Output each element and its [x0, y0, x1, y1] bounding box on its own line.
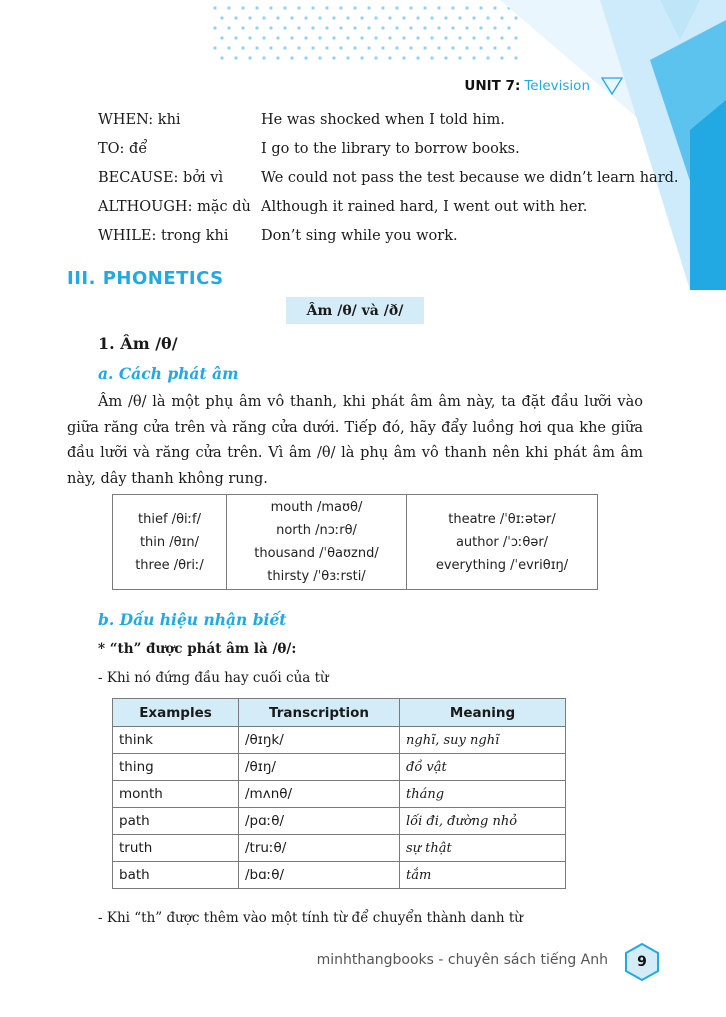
- col-header-meaning: Meaning: [400, 699, 566, 727]
- decor-dot: [381, 26, 384, 29]
- decor-dot: [297, 46, 300, 49]
- pronunciation-paragraph: Âm /θ/ là một phụ âm vô thanh, khi phát âm âm này, ta đặt đầu lưỡi vào giữa răng cửa trên và răng cửa dưới. Tiếp đó, hãy đẩy luồng hơi qua khe giữa đầu lưỡi và răng cửa trên. Vì âm /θ/ là phụ âm vô thanh nên khi phát âm âm này, dây thanh không rung.: [67, 394, 643, 487]
- decor-dot: [423, 26, 426, 29]
- example-cell: [407, 495, 598, 590]
- subheading-signs: b. Dấu hiệu nhận biết: [98, 610, 287, 629]
- col-header-examples: Examples: [113, 699, 239, 727]
- decor-dot: [255, 6, 258, 9]
- decor-dot: [500, 56, 503, 59]
- decor-dot: [234, 16, 237, 19]
- decor-dot: [220, 36, 223, 39]
- decor-dot: [339, 26, 342, 29]
- rule-line: - Khi “th” được thêm vào một tính từ để chuyển thành danh từ: [98, 910, 523, 926]
- decor-dot: [388, 36, 391, 39]
- conjunction-example: We could not pass the test because we didn’t learn hard.: [261, 170, 679, 186]
- decor-dot: [367, 6, 370, 9]
- decor-dot: [472, 56, 475, 59]
- decor-dot: [423, 6, 426, 9]
- decor-dot: [311, 6, 314, 9]
- decor-dot: [269, 46, 272, 49]
- table-row: [113, 808, 566, 835]
- conjunction-example: Although it rained hard, I went out with her.: [261, 199, 588, 215]
- decor-dot: [507, 26, 510, 29]
- decor-dot: [276, 16, 279, 19]
- decor-dot: [367, 46, 370, 49]
- decor-dot: [234, 36, 237, 39]
- cell-meaning: sự thật: [400, 835, 566, 862]
- subsection-title: 1. Âm /θ/: [98, 334, 178, 353]
- cell-word: think: [113, 727, 239, 754]
- decor-dot: [500, 16, 503, 19]
- decor-dot: [353, 26, 356, 29]
- decor-dot: [297, 6, 300, 9]
- decor-dot: [423, 46, 426, 49]
- decor-dot: [283, 6, 286, 9]
- conjunction-example: He was shocked when I told him.: [261, 112, 505, 128]
- decor-dot: [486, 16, 489, 19]
- cell-word: bath: [113, 862, 239, 889]
- decor-dot: [227, 26, 230, 29]
- decor-dot: [514, 56, 517, 59]
- conjunction-example: I go to the library to borrow books.: [261, 141, 520, 157]
- decor-dot: [402, 36, 405, 39]
- decor-dot: [241, 6, 244, 9]
- table-row: [113, 754, 566, 781]
- page-number: 9: [637, 954, 647, 970]
- conjunction-example: Don’t sing while you work.: [261, 228, 458, 244]
- decor-dot: [304, 16, 307, 19]
- decor-dot: [472, 16, 475, 19]
- decor-dot: [262, 36, 265, 39]
- decor-dot: [255, 26, 258, 29]
- decor-dot: [346, 16, 349, 19]
- decor-dot: [318, 56, 321, 59]
- decor-dot: [402, 56, 405, 59]
- decor-dot: [213, 6, 216, 9]
- col-header-transcription: Transcription: [239, 699, 400, 727]
- decor-dot: [290, 36, 293, 39]
- decor-dot: [416, 16, 419, 19]
- cell-meaning: tắm: [400, 862, 566, 889]
- decor-dot: [444, 36, 447, 39]
- decor-dot: [381, 6, 384, 9]
- cell-word: month: [113, 781, 239, 808]
- table-row: [113, 835, 566, 862]
- decor-dot: [304, 36, 307, 39]
- decor-dot: [325, 6, 328, 9]
- decor-dot: [374, 16, 377, 19]
- decor-dot: [409, 46, 412, 49]
- decor-dot: [493, 46, 496, 49]
- cell-ipa: /pɑːθ/: [239, 808, 400, 835]
- decor-dot: [458, 36, 461, 39]
- decor-dot: [290, 56, 293, 59]
- conjunction-row: [98, 195, 679, 224]
- decor-dot: [346, 36, 349, 39]
- dot-pattern: [213, 6, 517, 59]
- decor-dot: [444, 16, 447, 19]
- cell-word: truth: [113, 835, 239, 862]
- decor-dot: [514, 36, 517, 39]
- decor-dot: [241, 46, 244, 49]
- page-number-badge: [622, 942, 662, 982]
- cell-ipa: /θɪŋk/: [239, 727, 400, 754]
- decor-dot: [493, 26, 496, 29]
- decor-dot: [318, 16, 321, 19]
- decor-dot: [500, 36, 503, 39]
- decor-dot: [311, 26, 314, 29]
- decor-dot: [416, 36, 419, 39]
- decor-dot: [283, 46, 286, 49]
- decor-dot: [325, 46, 328, 49]
- decor-dot: [430, 16, 433, 19]
- decor-dot: [213, 26, 216, 29]
- decor-dot: [290, 16, 293, 19]
- example-word: thousand /ˈθaʊznd/: [254, 546, 379, 561]
- unit-label: UNIT 7:: [464, 78, 521, 94]
- conjunction-word: BECAUSE: bởi vì: [98, 170, 224, 186]
- decor-dot: [311, 46, 314, 49]
- decor-dot: [479, 46, 482, 49]
- cell-ipa: /θɪŋ/: [239, 754, 400, 781]
- cell-meaning: tháng: [400, 781, 566, 808]
- decor-dot: [465, 26, 468, 29]
- decor-dot: [388, 16, 391, 19]
- decor-dot: [388, 56, 391, 59]
- conjunction-row: [98, 224, 679, 253]
- decor-dot: [318, 36, 321, 39]
- cell-meaning: nghĩ, suy nghĩ: [400, 727, 566, 754]
- cell-word: path: [113, 808, 239, 835]
- decor-dot: [409, 6, 412, 9]
- decor-dot: [255, 46, 258, 49]
- decor-dot: [486, 36, 489, 39]
- conjunction-word: WHEN: khi: [98, 112, 181, 128]
- table-row: [113, 862, 566, 889]
- decor-dot: [353, 46, 356, 49]
- decor-dot: [353, 6, 356, 9]
- conjunction-word: WHILE: trong khi: [98, 228, 229, 244]
- rule-heading: * “th” được phát âm là /θ/:: [98, 641, 297, 657]
- decor-dot: [276, 56, 279, 59]
- decor-dot: [486, 56, 489, 59]
- decor-dot: [269, 6, 272, 9]
- unit-topic: Television: [524, 78, 590, 94]
- decor-dot: [507, 46, 510, 49]
- decor-dot: [451, 6, 454, 9]
- decor-dot: [472, 36, 475, 39]
- decor-dot: [248, 16, 251, 19]
- decor-dot: [409, 26, 412, 29]
- cell-ipa: /mʌnθ/: [239, 781, 400, 808]
- decor-dot: [367, 26, 370, 29]
- decor-dot: [465, 6, 468, 9]
- example-word: three /θriː/: [135, 557, 204, 573]
- decor-dot: [479, 6, 482, 9]
- subheading-pronunciation: a. Cách phát âm: [98, 364, 239, 383]
- decor-dot: [241, 26, 244, 29]
- decor-dot: [374, 36, 377, 39]
- decor-dot: [276, 36, 279, 39]
- decor-dot: [234, 56, 237, 59]
- conjunction-row: [98, 108, 679, 137]
- decor-dot: [458, 16, 461, 19]
- example-word: north /nɔːrθ/: [276, 523, 357, 538]
- example-word: thin /θɪn/: [139, 534, 200, 550]
- table-row: [113, 781, 566, 808]
- decor-dot: [325, 26, 328, 29]
- decor-dot: [262, 56, 265, 59]
- cell-word: thing: [113, 754, 239, 781]
- decor-dot: [437, 46, 440, 49]
- decor-dot: [332, 56, 335, 59]
- example-word: thirsty /ˈθɜːrsti/: [267, 569, 366, 584]
- conjunction-word: TO: để: [98, 141, 148, 157]
- decor-dot: [269, 26, 272, 29]
- decor-dot: [248, 36, 251, 39]
- decor-dot: [465, 46, 468, 49]
- decor-dot: [339, 6, 342, 9]
- sound-box: Âm /θ/ và /ð/: [286, 297, 424, 324]
- conjunction-row: [98, 166, 679, 195]
- decor-dot: [416, 56, 419, 59]
- decor-dot: [430, 36, 433, 39]
- example-word: mouth /maʊθ/: [270, 500, 363, 515]
- section-title: III. PHONETICS: [67, 268, 224, 289]
- decor-dot: [283, 26, 286, 29]
- decor-dot: [374, 56, 377, 59]
- conjunction-word: ALTHOUGH: mặc dù: [98, 199, 251, 215]
- decor-dot: [402, 16, 405, 19]
- conjunction-list: [98, 108, 679, 253]
- decor-dot: [493, 6, 496, 9]
- decor-dot: [346, 56, 349, 59]
- decor-dot: [381, 46, 384, 49]
- example-words-table: [112, 494, 598, 590]
- decor-dot: [360, 16, 363, 19]
- cell-meaning: đồ vật: [400, 754, 566, 781]
- decor-dot: [437, 26, 440, 29]
- example-word: author /ˈɔːθər/: [455, 534, 549, 550]
- footer-text: minhthangbooks - chuyên sách tiếng Anh: [316, 952, 608, 968]
- decor-dot: [213, 46, 216, 49]
- unit-header: [464, 78, 590, 94]
- example-cell: [227, 495, 407, 590]
- decor-dot: [220, 56, 223, 59]
- decor-dot: [395, 26, 398, 29]
- decor-dot: [332, 16, 335, 19]
- decor-dot: [304, 56, 307, 59]
- decor-dot: [262, 16, 265, 19]
- rule-line: - Khi nó đứng đầu hay cuối của từ: [98, 670, 329, 686]
- example-word: thief /θiːf/: [138, 511, 201, 527]
- decor-dot: [458, 56, 461, 59]
- decor-dot: [332, 36, 335, 39]
- example-word: everything /ˈevriθɪŋ/: [435, 557, 569, 573]
- table-header-row: [113, 699, 566, 727]
- decor-dot: [220, 16, 223, 19]
- decor-dot: [339, 46, 342, 49]
- decor-dot: [227, 6, 230, 9]
- cell-meaning: lối đi, đường nhỏ: [400, 808, 566, 835]
- decor-dot: [451, 46, 454, 49]
- decor-dot: [430, 56, 433, 59]
- decor-dot: [514, 16, 517, 19]
- decor-dot: [297, 26, 300, 29]
- examples-table: [112, 698, 566, 889]
- decor-dot: [227, 46, 230, 49]
- cell-ipa: /bɑːθ/: [239, 862, 400, 889]
- decor-dot: [360, 56, 363, 59]
- cell-ipa: /truːθ/: [239, 835, 400, 862]
- example-word: theatre /ˈθɪːətər/: [448, 511, 556, 527]
- decor-dot: [444, 56, 447, 59]
- decor-dot: [360, 36, 363, 39]
- decor-dot: [395, 46, 398, 49]
- decor-dot: [451, 26, 454, 29]
- decor-dot: [479, 26, 482, 29]
- conjunction-row: [98, 137, 679, 166]
- decor-dot: [437, 6, 440, 9]
- decor-dot: [248, 56, 251, 59]
- example-cell: [113, 495, 227, 590]
- decor-dot: [395, 6, 398, 9]
- table-row: [113, 727, 566, 754]
